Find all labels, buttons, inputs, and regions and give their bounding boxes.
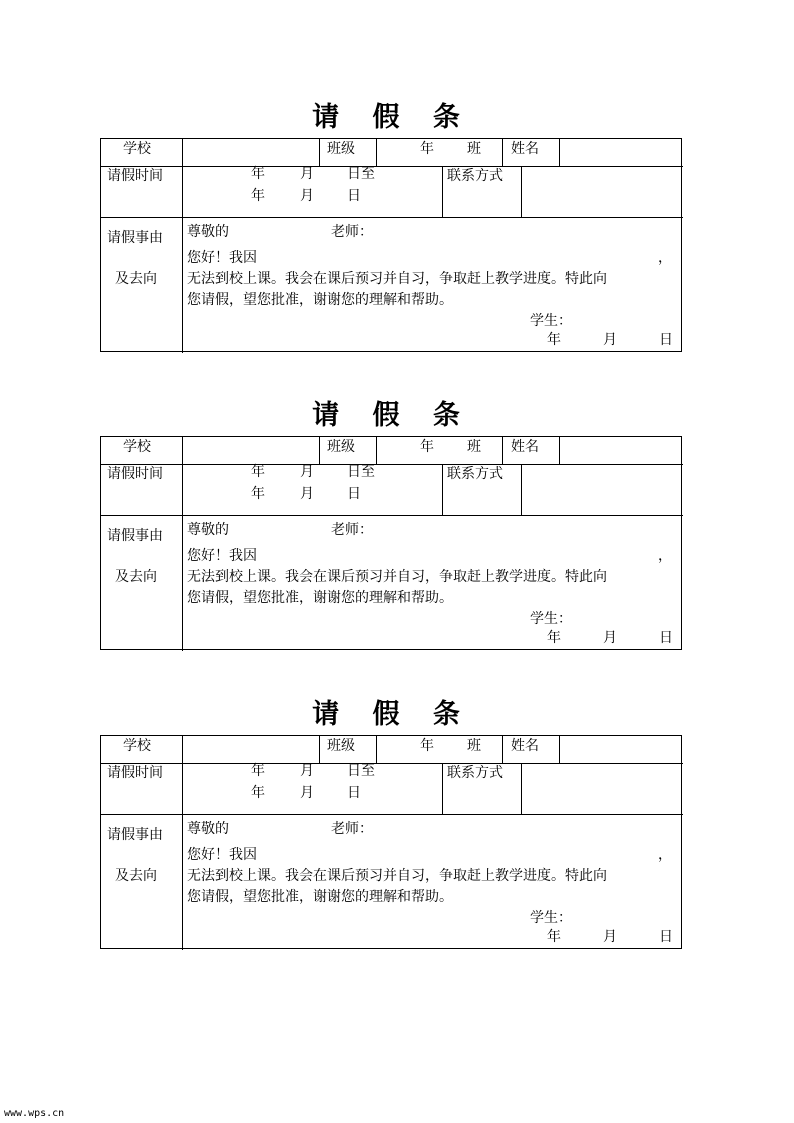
name-label: 姓名 <box>511 141 539 157</box>
comma: ， <box>658 250 672 266</box>
from-day-unit: 日至 <box>347 763 375 779</box>
from-month-unit: 月 <box>300 763 314 779</box>
contact-input[interactable] <box>522 167 682 217</box>
to-month-unit: 月 <box>300 785 314 801</box>
sign-year-unit: 年 <box>547 332 561 348</box>
salutation: 尊敬的 <box>187 224 229 240</box>
from-year-unit: 年 <box>251 166 265 182</box>
destination-label: 及去向 <box>115 868 157 884</box>
reason-label: 请假事由 <box>107 528 163 544</box>
body-line-2: 您请假，望您批准，谢谢您的理解和帮助。 <box>187 292 453 308</box>
leave-time-label: 请假时间 <box>107 168 163 184</box>
from-month-unit: 月 <box>300 464 314 480</box>
sign-day-unit: 日 <box>659 630 673 646</box>
body-line-1: 无法到校上课。我会在课后预习并自习，争取赶上教学进度。特此向 <box>187 569 607 585</box>
teacher-label: 老师： <box>331 522 373 538</box>
contact-input[interactable] <box>522 764 682 814</box>
leave-time-label: 请假时间 <box>107 466 163 482</box>
leave-note-form <box>0 398 794 698</box>
from-year-unit: 年 <box>251 464 265 480</box>
contact-label: 联系方式 <box>447 765 503 781</box>
school-label: 学校 <box>123 141 151 157</box>
table-rule <box>442 464 443 515</box>
destination-label: 及去向 <box>115 569 157 585</box>
form-title: 请 假 条 <box>312 699 472 730</box>
school-label: 学校 <box>123 439 151 455</box>
sign-month-unit: 月 <box>603 332 617 348</box>
class-input[interactable] <box>377 139 502 166</box>
to-day-unit: 日 <box>347 188 361 204</box>
leave-time-label: 请假时间 <box>107 765 163 781</box>
comma: ， <box>658 548 672 564</box>
leave-note-form <box>0 697 794 997</box>
to-day-unit: 日 <box>347 486 361 502</box>
name-input[interactable] <box>560 139 682 166</box>
sign-year-unit: 年 <box>547 929 561 945</box>
contact-input[interactable] <box>522 465 682 515</box>
salutation: 尊敬的 <box>187 522 229 538</box>
school-label: 学校 <box>123 738 151 754</box>
greeting: 您好！我因 <box>187 847 257 863</box>
student-signature-label: 学生： <box>530 910 572 926</box>
from-year-unit: 年 <box>251 763 265 779</box>
sign-year-unit: 年 <box>547 630 561 646</box>
table-rule <box>502 437 503 464</box>
school-input[interactable] <box>183 736 319 763</box>
to-year-unit: 年 <box>251 486 265 502</box>
form-title: 请 假 条 <box>312 400 472 431</box>
to-year-unit: 年 <box>251 188 265 204</box>
contact-label: 联系方式 <box>447 466 503 482</box>
watermark: www.wps.cn <box>4 1108 65 1119</box>
to-year-unit: 年 <box>251 785 265 801</box>
from-day-unit: 日至 <box>347 464 375 480</box>
form-table <box>100 735 682 949</box>
body-line-1: 无法到校上课。我会在课后预习并自习，争取赶上教学进度。特此向 <box>187 868 607 884</box>
class-label: 班级 <box>327 439 355 455</box>
sign-month-unit: 月 <box>603 929 617 945</box>
body-line-1: 无法到校上课。我会在课后预习并自习，争取赶上教学进度。特此向 <box>187 271 607 287</box>
to-month-unit: 月 <box>300 486 314 502</box>
contact-label: 联系方式 <box>447 168 503 184</box>
table-rule <box>502 139 503 166</box>
table-rule <box>442 763 443 814</box>
body-line-2: 您请假，望您批准，谢谢您的理解和帮助。 <box>187 889 453 905</box>
greeting: 您好！我因 <box>187 548 257 564</box>
sign-day-unit: 日 <box>659 332 673 348</box>
reason-label: 请假事由 <box>107 827 163 843</box>
grade-unit: 年 <box>420 141 434 157</box>
student-signature-label: 学生： <box>530 611 572 627</box>
school-input[interactable] <box>183 437 319 464</box>
table-rule <box>319 736 320 763</box>
reason-label: 请假事由 <box>107 230 163 246</box>
form-title: 请 假 条 <box>312 102 472 133</box>
class-input[interactable] <box>377 437 502 464</box>
school-input[interactable] <box>183 139 319 166</box>
from-day-unit: 日至 <box>347 166 375 182</box>
to-month-unit: 月 <box>300 188 314 204</box>
class-unit: 班 <box>467 439 481 455</box>
student-signature-label: 学生： <box>530 313 572 329</box>
grade-unit: 年 <box>420 439 434 455</box>
form-table <box>100 138 682 352</box>
body-line-2: 您请假，望您批准，谢谢您的理解和帮助。 <box>187 590 453 606</box>
comma: ， <box>658 847 672 863</box>
to-day-unit: 日 <box>347 785 361 801</box>
name-label: 姓名 <box>511 738 539 754</box>
greeting: 您好！我因 <box>187 250 257 266</box>
leave-note-form <box>0 100 794 400</box>
name-input[interactable] <box>560 437 682 464</box>
destination-label: 及去向 <box>115 271 157 287</box>
salutation: 尊敬的 <box>187 821 229 837</box>
grade-unit: 年 <box>420 738 434 754</box>
teacher-label: 老师： <box>331 224 373 240</box>
sign-month-unit: 月 <box>603 630 617 646</box>
table-rule <box>502 736 503 763</box>
class-label: 班级 <box>327 738 355 754</box>
table-rule <box>442 166 443 217</box>
form-table <box>100 436 682 650</box>
class-unit: 班 <box>467 141 481 157</box>
sign-day-unit: 日 <box>659 929 673 945</box>
teacher-label: 老师： <box>331 821 373 837</box>
name-input[interactable] <box>560 736 682 763</box>
from-month-unit: 月 <box>300 166 314 182</box>
class-input[interactable] <box>377 736 502 763</box>
table-rule <box>319 139 320 166</box>
name-label: 姓名 <box>511 439 539 455</box>
class-label: 班级 <box>327 141 355 157</box>
table-rule <box>319 437 320 464</box>
class-unit: 班 <box>467 738 481 754</box>
